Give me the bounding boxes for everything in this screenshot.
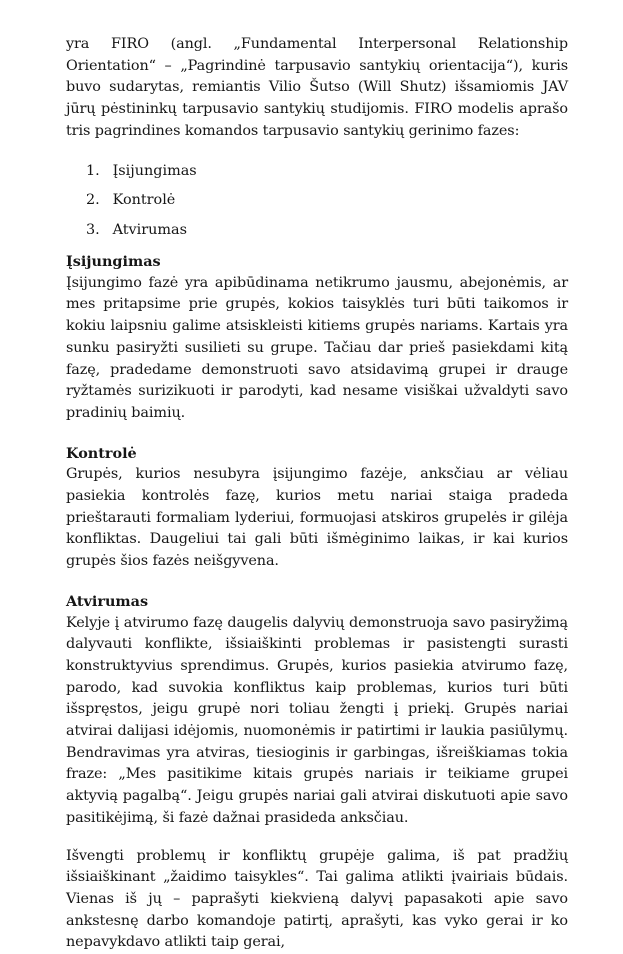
list-label: Įsijungimas [112, 162, 197, 179]
section-text: Kelyje į atvirumo fazę daugelis dalyvių demonstruoja savo pasiryžimą dalyvauti konflikte, išsiaiškinti problemas ir pasistengti surasti konstruktyvius sprendimus. Grupės, kurios pasiekia atvirumo fazę, parodo, kad suvokia konfliktus kaip problemas, kurios turi būti išspręstos, jeigu grupė nori toliau žengti į priekį. Grupės nariai atvirai dalijasi idėjomis, nuomonėmis ir patirtimi ir laukia pasiūlymų. Bendravimas yra atviras, tiesioginis ir garbingas, išreiškiamas tokia fraze: „Mes pasitikime kitais grupės nariais ir teikiame grupei aktyvią pagalbą“. Jeigu grupės nariai gali atvirai diskutuoti apie savo pasitikėjimą, ši fazė dažnai prasideda anksčiau. [66, 614, 568, 826]
list-number: 2. [86, 192, 100, 209]
section-heading: Atvirumas [66, 592, 149, 610]
list-label: Kontrolė [112, 192, 176, 209]
intro-paragraph: yra FIRO (angl. „Fundamental Interpersonal Relationship Orientation“ – „Pagrindinė tarpusavio santykių orientacija“), kuris buvo sudarytas, remiantis Vilio Šutso (Will Shutz) išsamiomis JAV jūrų pėstininkų tarpusavio santykių studijomis. FIRO modelis aprašo tris pagrindines komandos tarpusavio santykių gerinimo fazes: [66, 36, 568, 139]
list-number: 3. [86, 221, 100, 238]
list-label: Atvirumas [112, 221, 187, 238]
phase-list [66, 161, 568, 250]
section-text: Įsijungimo fazė yra apibūdinama netikrumo jausmu, abejonėmis, ar mes pritapsime prie grupės, kokios taisyklės turi būti taikomos ir kokiu laipsniu galime atsiskleisti kitiems grupės nariams. Kartais yra sunku pasiryžti susilieti su grupe. Tačiau dar prieš pasiekdami kitą fazę, pradedame demonstruoti savo atsidavimą grupei ir drauge ryžtamės surizikuoti ir parodyti, kad nesame visiškai užvaldyti savo pradinių baimių. [66, 274, 568, 421]
section-kontrole [66, 443, 568, 573]
document-page [66, 34, 568, 954]
list-item [66, 161, 568, 191]
section-heading: Įsijungimas [66, 253, 161, 271]
list-item [66, 220, 568, 250]
section-isijungimas [66, 251, 568, 425]
section-heading: Kontrolė [66, 444, 137, 462]
section-atvirumas [66, 591, 568, 830]
closing-paragraph: Išvengti problemų ir konfliktų grupėje galima, iš pat pradžių išsiaiškinant „žaidimo taisykles“. Tai galima atlikti įvairiais būdais. Vienas iš jų – paprašyti kiekvieną dalyvį papasakoti apie savo ankstesnę darbo komandoje patirtį, aprašyti, kas vyko gerai ir ko nepavykdavo atlikti taip gerai, [66, 847, 568, 951]
section-text: Grupės, kurios nesubyra įsijungimo fazėje, anksčiau ar vėliau pasiekia kontrolės fazę, kurios metu nariai staiga pradeda prieštarauti formaliam lyderiui, formuojasi atskiros grupelės ir gilėja konfliktas. Daugeliui tai gali būti išmėginimo laikas, ir kai kurios grupės šios fazės neišgyvena. [66, 466, 568, 570]
list-number: 1. [86, 162, 100, 179]
list-item [66, 190, 568, 220]
